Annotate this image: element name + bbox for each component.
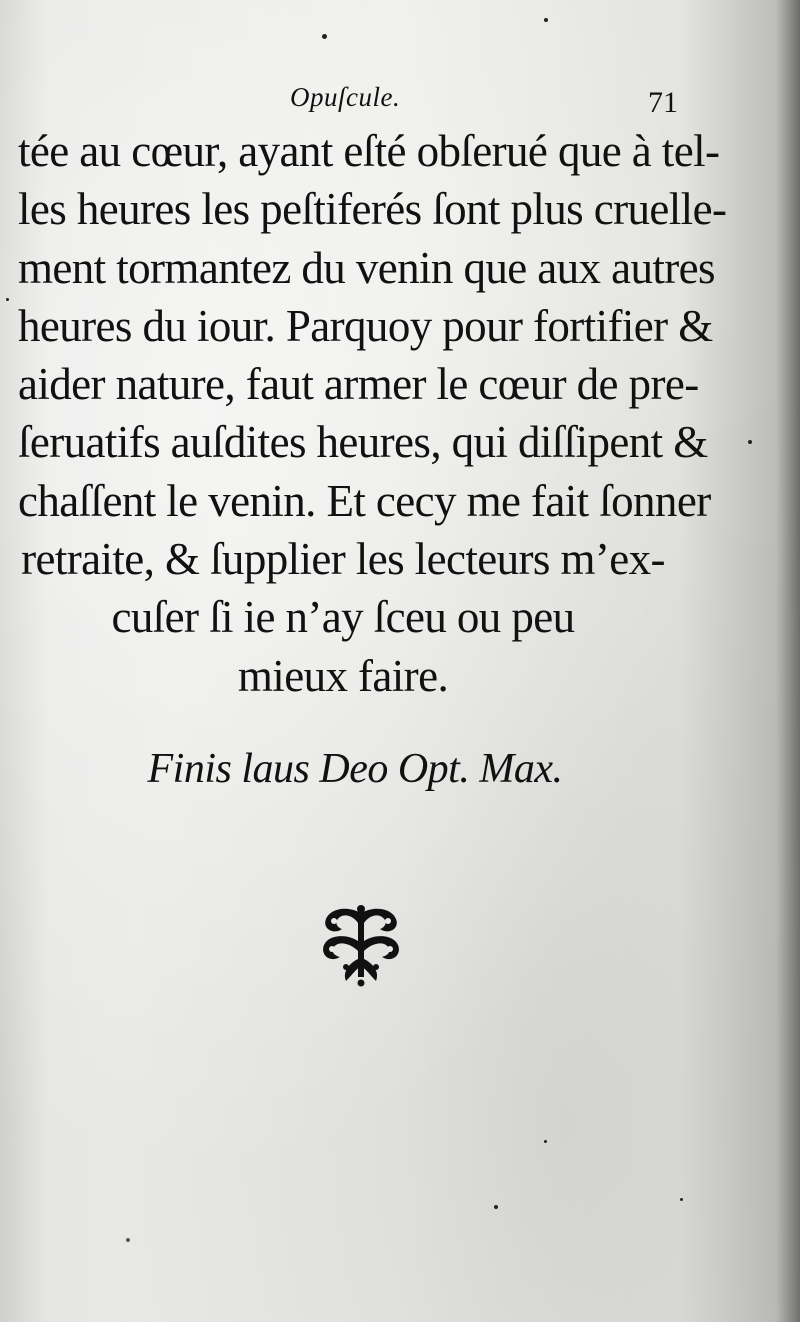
- text-line: retraite, & ſupplier les lecteurs m’ex-: [21, 534, 665, 585]
- ink-speck: [544, 1140, 547, 1143]
- text-line: aider nature, faut armer le cœur de pre-: [18, 359, 699, 410]
- ink-speck: [322, 34, 327, 39]
- text-line: les heures les peſtiferés ſont plus cruelle-: [18, 184, 727, 235]
- ink-speck: [126, 1238, 130, 1242]
- body-text: [18, 122, 727, 705]
- ink-speck: [494, 1205, 498, 1209]
- text-line: ſeruatifs auſdites heures, qui diſſipent &: [18, 417, 708, 468]
- text-line: heures du iour. Parquoy pour fortifier &: [18, 300, 713, 351]
- colophon: Finis laus Deo Opt. Max.: [147, 746, 563, 792]
- running-title: Opuſcule.: [290, 82, 401, 112]
- ink-speck: [680, 1198, 683, 1201]
- ink-speck: [748, 440, 752, 444]
- text-line: ment tormantez du venin que aux autres: [18, 242, 715, 293]
- text-line: mieux faire.: [237, 650, 449, 701]
- text-line: cuſer ſi ie n’ay ſceu ou peu: [111, 592, 575, 643]
- ink-speck: [6, 298, 9, 301]
- text-line: chaſſent le venin. Et cecy me fait ſonner: [18, 475, 711, 526]
- fleuron-ornament-icon: [316, 905, 406, 987]
- page-header: [0, 78, 800, 118]
- page-number: 71: [648, 86, 678, 119]
- ink-speck: [544, 18, 548, 22]
- text-line: tée au cœur, ayant eſté obſerué que à tel-: [18, 126, 720, 176]
